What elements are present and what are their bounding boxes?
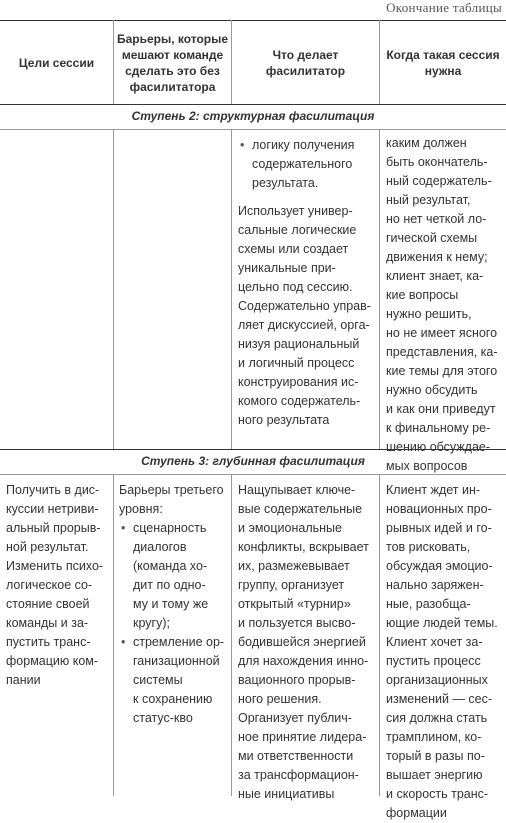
text-line: нужно решить,: [386, 307, 472, 321]
text-line: формации: [386, 806, 447, 820]
text-line: для нахождения инно-: [238, 654, 369, 668]
text-line: рывных идей и го-: [386, 521, 492, 535]
text-line: кие вопросы: [386, 288, 459, 302]
header-goals: [0, 21, 113, 104]
header-line: нужна: [424, 63, 462, 78]
text-line: дит по одно-: [133, 578, 206, 592]
header-line: мешают команде: [121, 47, 224, 62]
text-line: к сохранению: [133, 692, 213, 706]
text-line: кие темы для этого: [386, 364, 498, 378]
rule-header-bottom: [0, 104, 506, 105]
text-line: к финальному ре-: [386, 421, 491, 435]
text-line: содержательного: [252, 157, 353, 171]
bullet-item: • логику получения: [238, 136, 371, 155]
text-line: Клиент ждет ин-: [386, 483, 481, 497]
text-line: Нащупывает ключе-: [238, 483, 356, 497]
text-line: цельно под сессию.: [238, 280, 353, 294]
text-line: пустить транс-: [6, 635, 91, 649]
header-line: фасилитатора: [129, 79, 216, 94]
text-line: мых вопросов: [386, 459, 468, 473]
col-divider: [113, 129, 114, 449]
header-cell: [386, 47, 499, 79]
text-line: (команда хо-: [133, 559, 208, 573]
text-line: ный результат,: [386, 193, 471, 207]
text-line: Содержательно управ-: [238, 299, 371, 313]
text-line: представления, ка-: [386, 345, 498, 359]
paragraph-gap: [238, 193, 371, 202]
text-line: ные, разобща-: [386, 597, 471, 611]
bullet-item: • стремление ор-: [119, 633, 224, 652]
text-line: и логичный процесс: [238, 356, 355, 370]
stage3-goals-cell: [6, 481, 103, 690]
text-line: Изменить психо-: [6, 559, 104, 573]
text-line: за трансформацион-: [238, 768, 359, 782]
text-line: низуя рациональный: [238, 337, 360, 351]
header-cell: [266, 47, 345, 79]
header-facilitator: [232, 21, 379, 104]
stage3-when-cell: [386, 481, 498, 823]
stage-2-title: Ступень 2: структурная фасилитация: [131, 109, 375, 123]
text-line: ное принятие лидера-: [238, 730, 367, 744]
text-line: обсуждая эмоцио-: [386, 559, 493, 573]
text-line: изменений — сес-: [386, 692, 493, 706]
col-divider: [231, 129, 232, 449]
text-line: сальные логические: [238, 223, 357, 237]
header-line: сделать это без: [125, 63, 220, 78]
text-line: схемы или создает: [238, 242, 349, 256]
header-line: Цели сессии: [18, 55, 95, 70]
col-divider: [113, 474, 114, 796]
col-divider: [379, 129, 380, 449]
text-line: быть окончатель-: [386, 155, 488, 169]
header-line: Когда такая сессия: [386, 47, 500, 62]
text-line: системы: [133, 673, 183, 687]
text-line: и скорость транс-: [386, 787, 489, 801]
text-line: и эмоциональные: [238, 521, 342, 535]
stage3-barriers-cell: [119, 481, 224, 728]
text-line: ляет дискуссией, орга-: [238, 318, 370, 332]
stage3-facilitator-cell: [238, 481, 369, 804]
text-line: движения к нему;: [386, 250, 488, 264]
text-line: нужно обсудить: [386, 383, 478, 397]
text-line: ного решения.: [238, 692, 322, 706]
text-line: нально заряжен-: [386, 578, 484, 592]
text-line: уникальные при-: [238, 261, 336, 275]
text-line: уровня:: [119, 502, 163, 516]
header-barriers: [114, 21, 231, 104]
text-line: пустить процесс: [386, 654, 481, 668]
text-line: комого содержатель-: [238, 394, 361, 408]
text-line: и как они приведут: [386, 402, 496, 416]
text-line: тов рисковать,: [386, 540, 471, 554]
text-line: их, размежевывает: [238, 559, 350, 573]
rule-stage2: [0, 129, 506, 130]
stage-3-title: Ступень 3: глубинная фасилитация: [141, 454, 365, 468]
text-line: Получить в дис-: [6, 483, 100, 497]
text-line: трамплином, ко-: [386, 730, 482, 744]
text-line: формацию ком-: [6, 654, 99, 668]
text-line: куссии нетриви-: [6, 502, 99, 516]
text-line: но нет четкой ло-: [386, 212, 487, 226]
header-cell: [19, 55, 94, 71]
header-cell: [117, 31, 228, 95]
text-line: Клиент хочет за-: [386, 635, 483, 649]
text-line: ной результат.: [6, 540, 89, 554]
header-line: Что делает: [272, 47, 339, 62]
text-line: каким должен: [386, 136, 467, 150]
header-line: фасилитатор: [265, 63, 346, 78]
text-line: и пользуется высво-: [238, 616, 356, 630]
table-caption: Окончание таблицы: [386, 0, 502, 15]
text-line: вые содержательные: [238, 502, 363, 516]
text-line: но не имеет ясного: [386, 326, 498, 340]
text-line: организационных: [386, 673, 488, 687]
text-line: шению обсуждае-: [386, 440, 491, 454]
text-line: Барьеры третьего: [119, 483, 224, 497]
col-divider: [379, 474, 380, 796]
text-line: открытый «турнир»: [238, 597, 351, 611]
text-line: торый в разы по-: [386, 749, 485, 763]
text-line: диалогов: [133, 540, 187, 554]
header-when: [380, 21, 506, 104]
text-line: группу, организует: [238, 578, 345, 592]
text-line: ющие людей темы.: [386, 616, 498, 630]
text-line: гической схемы: [386, 231, 478, 245]
text-line: конструирования ис-: [238, 375, 359, 389]
header-line: Барьеры, которые: [116, 31, 229, 46]
text-line: результата.: [252, 176, 319, 190]
text-line: ный содержатель-: [386, 174, 492, 188]
text-line: ные инициативы: [238, 787, 335, 801]
text-line: кругу);: [133, 616, 170, 630]
text-line: новационных про-: [386, 502, 492, 516]
text-line: ганизационной: [133, 654, 220, 668]
text-line: клиент знает, ка-: [386, 269, 484, 283]
text-line: стояние своей: [6, 597, 90, 611]
text-line: команды и за-: [6, 616, 89, 630]
text-line: вационного прорыв-: [238, 673, 356, 687]
col-divider: [231, 474, 232, 796]
text-line: логическое со-: [6, 578, 93, 592]
stage2-when-cell: [386, 134, 498, 476]
text-line: конфликты, вскрывает: [238, 540, 369, 554]
text-line: пании: [6, 673, 41, 687]
text-line: Использует универ-: [238, 204, 353, 218]
text-line: вышает энергию: [386, 768, 483, 782]
stage2-facilitator-cell: [238, 136, 371, 430]
text-line: ми ответственности: [238, 749, 354, 763]
text-line: бодившейся энергией: [238, 635, 366, 649]
text-line: му и тому же: [133, 597, 209, 611]
text-line: Организует публич-: [238, 711, 352, 725]
text-line: ного результата: [238, 413, 330, 427]
text-line: статус-кво: [133, 711, 193, 725]
text-line: сия должна стать: [386, 711, 488, 725]
text-line: альный прорыв-: [6, 521, 101, 535]
bullet-item: • сценарность: [119, 519, 224, 538]
